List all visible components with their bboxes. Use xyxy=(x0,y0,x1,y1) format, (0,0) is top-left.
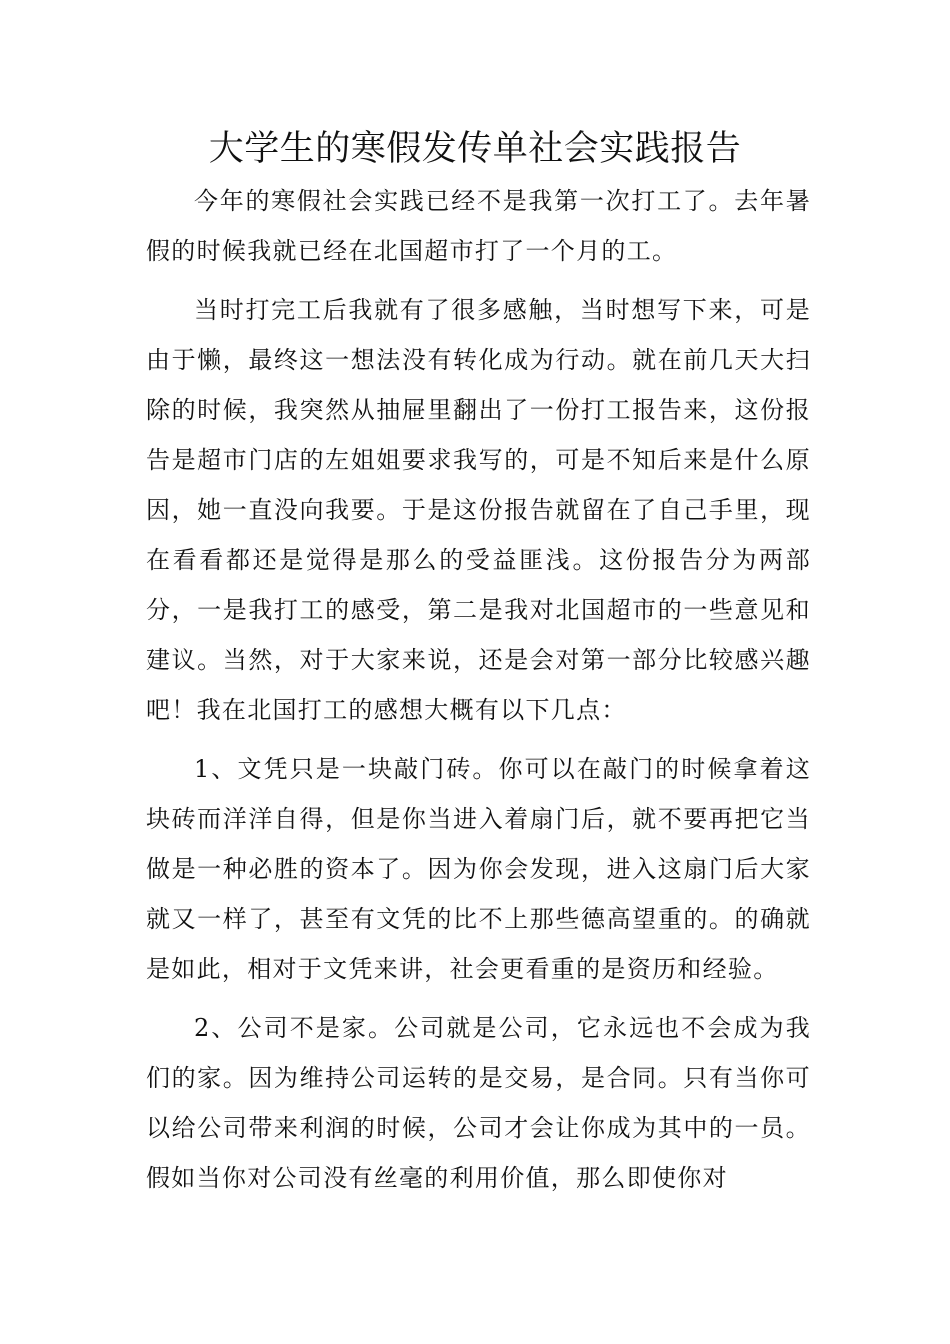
paragraph-intro: 今年的寒假社会实践已经不是我第一次打工了。去年暑假的时候我就已经在北国超市打了一个月的工。 xyxy=(146,187,811,265)
document-title: 大学生的寒假发传单社会实践报告 xyxy=(208,129,742,169)
paragraph-background: 当时打完工后我就有了很多感触，当时想写下来，可是由于懒，最终这一想法没有转化成为行动。就在前几天大扫除的时候，我突然从抽屉里翻出了一份打工报告来，这份报告是超市门店的左姐姐要求我写的，可是不知后来是什么原因，她一直没向我要。于是这份报告就留在了自己手里，现在看看都还是觉得是那么的受益匪浅。这份报告分为两部分，一是我打工的感受，第二是我对北国超市的一些意见和建议。当然，对于大家来说，还是会对第一部分比较感兴趣吧！我在北国打工的感想大概有以下几点： xyxy=(146,296,811,724)
paragraph-point-1: 1、文凭只是一块敲门砖。你可以在敲门的时候拿着这块砖而洋洋自得，但是你当进入着扇门后，就不要再把它当做是一种必胜的资本了。因为你会发现，进入这扇门后大家就又一样了，甚至有文凭的比不上那些德高望重的。的确就是如此，相对于文凭来讲，社会更看重的是资历和经验。 xyxy=(146,755,811,983)
document-body xyxy=(146,176,811,1212)
paragraph-point-2: 2、公司不是家。公司就是公司，它永远也不会成为我们的家。因为维持公司运转的是交易，是合同。只有当你可以给公司带来利润的时候，公司才会让你成为其中的一员。假如当你对公司没有丝毫的利用价值，那么即使你对 xyxy=(146,1014,811,1192)
